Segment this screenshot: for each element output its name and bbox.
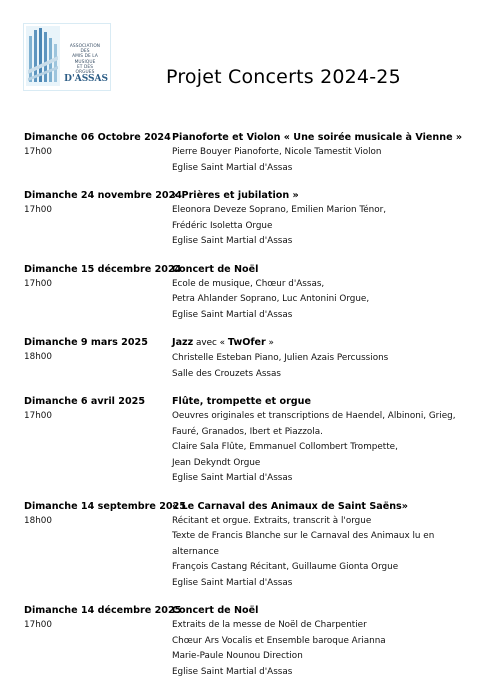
concert-detail: Christelle Esteban Piano, Julien Azais Percussions xyxy=(172,353,389,363)
concert-title: « Le Carnaval des Animaux de Saint Saëns» xyxy=(172,500,408,512)
concert-time: 18h00 xyxy=(24,515,52,526)
concert-entry xyxy=(24,130,464,176)
concert-title-with: avec « xyxy=(193,338,228,348)
concert-date: Dimanche 14 décembre 2025 xyxy=(24,605,182,616)
concert-detail: Texte de Francis Blanche sur le Carnaval des Animaux lu en xyxy=(172,531,435,541)
concert-title-genre: Jazz xyxy=(172,337,194,348)
logo-brand: D'ASSAS xyxy=(64,74,108,84)
concert-time: 17h00 xyxy=(24,411,52,421)
concert-title-band: TwOfer xyxy=(227,337,266,348)
concert-detail: Pierre Bouyer Pianoforte, Nicole Tamestit Violon xyxy=(172,147,382,157)
logo-line: MUSIQUE xyxy=(74,59,96,65)
concert-date: Dimanche 9 mars 2025 xyxy=(24,337,148,348)
concert-detail: Récitant et orgue. Extraits, transcrit à l'orgue xyxy=(172,515,372,526)
logo-line: AMIS DE LA xyxy=(72,54,98,60)
page-title: Projet Concerts 2024-25 xyxy=(166,66,401,88)
concert-entry xyxy=(24,188,464,250)
concert-time: 18h00 xyxy=(24,352,52,362)
concert-venue: Eglise Saint Martial d'Assas xyxy=(172,473,293,483)
logo-line: ET DES xyxy=(76,64,94,70)
logo-line: DES xyxy=(80,49,90,55)
concert-title: Pianoforte et Violon « Une soirée musicale à Vienne » xyxy=(172,132,463,143)
concert-detail: Frédéric Isoletta Orgue xyxy=(172,220,273,231)
concert-title xyxy=(172,335,464,351)
concert-entry xyxy=(24,394,464,487)
concert-detail: François Castang Récitant, Guillaume Gionta Orgue xyxy=(172,562,399,572)
concert-time: 17h00 xyxy=(24,278,52,289)
logo-line: ASSOCIATION xyxy=(69,44,101,49)
concert-venue: Eglise Saint Martial d'Assas xyxy=(172,236,293,246)
concert-date: Dimanche 24 novembre 2024 xyxy=(24,190,182,201)
concert-detail: Fauré, Granados, Ibert et Piazzola. xyxy=(172,426,323,437)
logo-text xyxy=(62,44,108,75)
concert-title: Concert de Noël xyxy=(172,263,259,275)
concert-entry xyxy=(24,262,464,324)
concert-venue: Eglise Saint Martial d'Assas xyxy=(172,162,293,173)
concert-venue: Salle des Crouzets Assas xyxy=(172,368,281,379)
logo-line: ORGUES xyxy=(75,70,95,76)
concert-detail: alternance xyxy=(172,546,219,557)
concert-entry xyxy=(24,335,464,382)
concert-title-close: » xyxy=(265,338,274,348)
concert-detail: Claire Sala Flûte, Emmanuel Collombert Trompette, xyxy=(172,442,398,452)
concert-detail: Jean Dekyndt Orgue xyxy=(172,457,261,468)
concert-detail: Chœur Ars Vocalis et Ensemble baroque Arianna xyxy=(172,635,386,646)
concert-venue: Eglise Saint Martial d'Assas xyxy=(172,309,293,320)
concert-detail: Oeuvres originales et transcriptions de Haendel, Albinoni, Grieg, xyxy=(172,411,456,421)
organ-pipes-icon xyxy=(26,26,60,86)
concert-list xyxy=(24,130,464,680)
concert-title: « Prières et jubilation » xyxy=(172,190,299,201)
concert-time: 17h00 xyxy=(24,147,52,157)
concert-venue: Eglise Saint Martial d'Assas xyxy=(172,666,293,677)
concert-date: Dimanche 6 avril 2025 xyxy=(24,396,146,407)
concert-detail: Marie-Paule Nounou Direction xyxy=(172,651,303,661)
concert-date: Dimanche 14 septembre 2025 xyxy=(24,500,186,512)
concert-entry xyxy=(24,499,464,592)
concert-detail: Petra Ahlander Soprano, Luc Antonini Orgue, xyxy=(172,294,370,304)
concert-date: Dimanche 06 Octobre 2024 xyxy=(24,132,171,143)
concert-time: 17h00 xyxy=(24,620,52,630)
concert-time: 17h00 xyxy=(24,205,52,215)
concert-detail: Eleonora Deveze Soprano, Emilien Marion Ténor, xyxy=(172,205,386,215)
concert-venue: Eglise Saint Martial d'Assas xyxy=(172,577,293,588)
concert-entry xyxy=(24,603,464,680)
concert-title: Flûte, trompette et orgue xyxy=(172,396,312,407)
concert-date: Dimanche 15 décembre 2024 xyxy=(24,263,182,275)
concert-detail: Extraits de la messe de Noël de Charpentier xyxy=(172,620,367,630)
association-logo xyxy=(23,23,111,91)
concert-detail: Ecole de musique, Chœur d'Assas, xyxy=(172,278,325,289)
concert-title: Concert de Noël xyxy=(172,605,259,616)
